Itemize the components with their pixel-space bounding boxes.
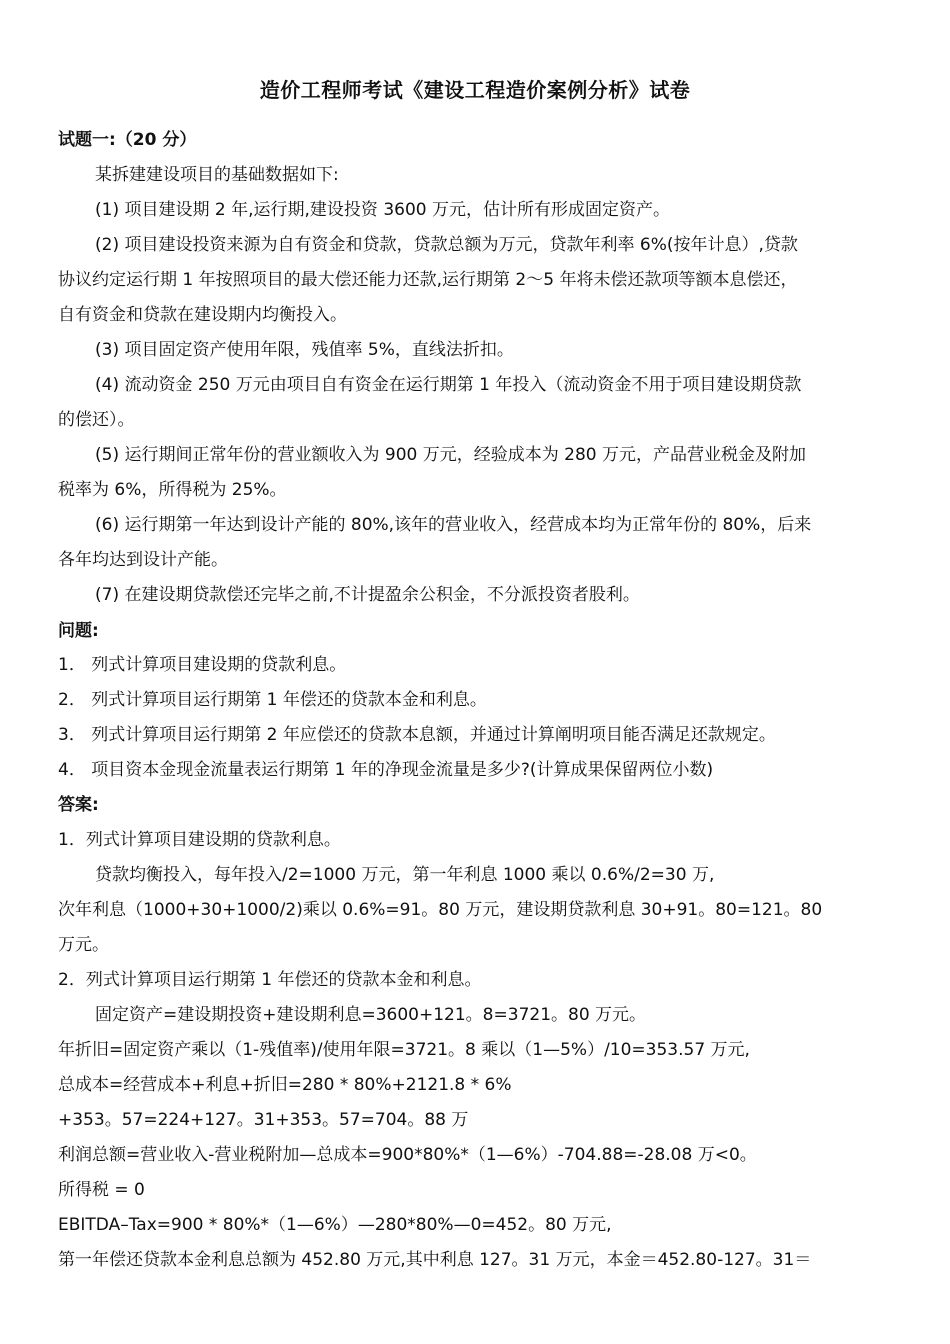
item-6-line-2: 各年均达到设计产能。 — [58, 550, 228, 570]
answer-2-depreciation: 年折旧=固定资产乘以（1-残值率)/使用年限=3721。8 乘以（1—5%）/10=353.57 万元, — [58, 1040, 750, 1060]
questions-heading: 问题: — [58, 621, 99, 641]
item-1: (1) 项目建设期 2 年,运行期,建设投资 3600 万元，估计所有形成固定资产。 — [95, 200, 670, 220]
item-2-line-3: 自有资金和贷款在建设期内均衡投入。 — [58, 305, 347, 325]
answer-2-heading: 2．列式计算项目运行期第 1 年偿还的贷款本金和利息。 — [58, 970, 482, 990]
answer-2-fixed-assets: 固定资产=建设期投资+建设期利息=3600+121。8=3721。80 万元。 — [95, 1005, 647, 1025]
answer-2-repayment: 第一年偿还贷款本金利息总额为 452.80 万元,其中利息 127。31 万元，本金＝452.80-127。31＝ — [58, 1250, 812, 1270]
item-4-line-1: (4) 流动资金 250 万元由项目自有资金在运行期第 1 年投入（流动资金不用于项目建设期贷款 — [95, 375, 802, 395]
intro-text: 某拆建建设项目的基础数据如下: — [95, 165, 339, 185]
answer-1-heading: 1．列式计算项目建设期的贷款利息。 — [58, 830, 341, 850]
item-5-line-2: 税率为 6%，所得税为 25%。 — [58, 480, 287, 500]
question-heading: 试题一:（20 分） — [58, 130, 197, 150]
item-6-line-1: (6) 运行期第一年达到设计产能的 80%,该年的营业收入，经营成本均为正常年份的 80%，后来 — [95, 515, 812, 535]
item-3: (3) 项目固定资产使用年限，残值率 5%，直线法折扣。 — [95, 340, 514, 360]
question-4: 4． 项目资本金现金流量表运行期第 1 年的净现金流量是多少?(计算成果保留两位小数) — [58, 760, 714, 780]
item-2-line-1: (2) 项目建设投资来源为自有资金和贷款，贷款总额为万元，贷款年利率 6%(按年计息）,贷款 — [95, 235, 798, 255]
answers-heading: 答案: — [58, 795, 99, 815]
answer-2-ebitda: EBITDA–Tax=900 * 80%*（1—6%）—280*80%—0=452。80 万元, — [58, 1215, 612, 1235]
question-3: 3． 列式计算项目运行期第 2 年应偿还的贷款本息额，并通过计算阐明项目能否满足还款规定。 — [58, 725, 776, 745]
item-7: (7) 在建设期贷款偿还完毕之前,不计提盈余公积金，不分派投资者股利。 — [95, 585, 640, 605]
document-title: 造价工程师考试《建设工程造价案例分析》试卷 — [259, 78, 691, 102]
answer-2-total-cost-2: +353。57=224+127。31+353。57=704。88 万 — [58, 1110, 469, 1130]
answer-2-total-cost-1: 总成本=经营成本+利息+折旧=280 * 80%+2121.8 * 6% — [58, 1075, 512, 1095]
answer-1-line-2: 次年利息（1000+30+1000/2)乘以 0.6%=91。80 万元，建设期贷款利息 30+91。80=121。80 — [58, 900, 823, 920]
answer-2-income-tax: 所得税 = 0 — [58, 1180, 145, 1200]
question-1: 1． 列式计算项目建设期的贷款利息。 — [58, 655, 347, 675]
item-4-line-2: 的偿还）。 — [58, 410, 135, 430]
question-2: 2． 列式计算项目运行期第 1 年偿还的贷款本金和利息。 — [58, 690, 487, 710]
item-5-line-1: (5) 运行期间正常年份的营业额收入为 900 万元，经验成本为 280 万元，产品营业税金及附加 — [95, 445, 806, 465]
answer-2-profit: 利润总额=营业收入-营业税附加—总成本=900*80%*（1—6%）-704.88=-28.08 万<0。 — [58, 1145, 757, 1165]
answer-1-line-1: 贷款均衡投入，每年投入/2=1000 万元，第一年利息 1000 乘以 0.6%/2=30 万, — [95, 865, 715, 885]
item-2-line-2: 协议约定运行期 1 年按照项目的最大偿还能力还款,运行期第 2～5 年将未偿还款项等额本息偿还， — [58, 270, 798, 290]
answer-1-line-3: 万元。 — [58, 935, 109, 955]
